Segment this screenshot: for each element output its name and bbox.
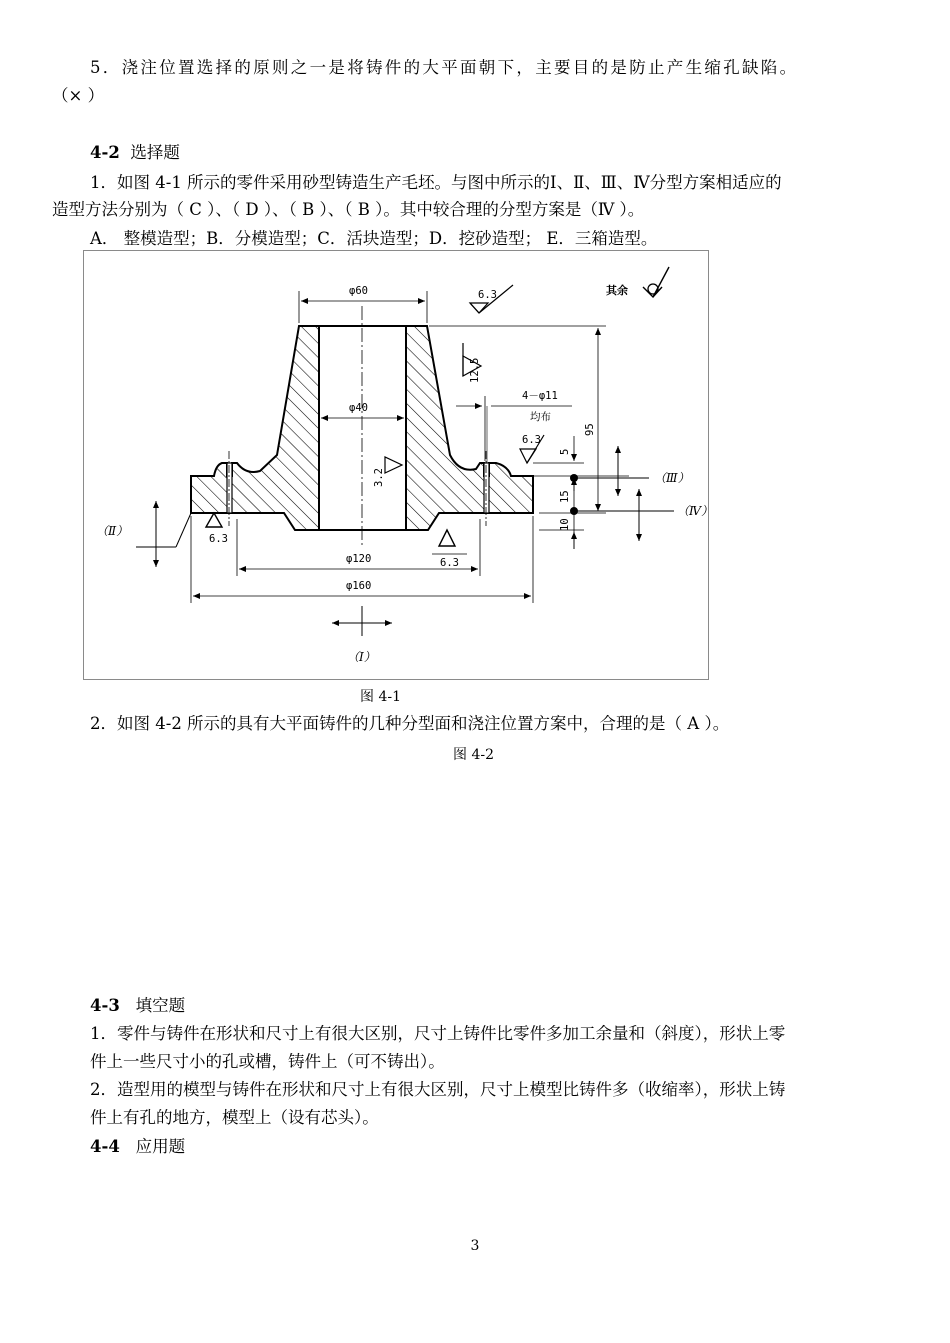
section-number: 4-2 xyxy=(90,143,120,162)
figure-4-1-caption: 图 4-1 xyxy=(360,689,401,705)
section-4-4-heading xyxy=(90,1135,950,1159)
section-title: 应用题 xyxy=(135,1137,186,1156)
page-number: 3 xyxy=(470,1238,480,1254)
svg-text:12.5: 12.5 xyxy=(469,357,481,383)
parting-label-II: （Ⅱ） xyxy=(96,524,129,538)
fill-question-1-line-1: 1．零件与铸件在形状和尺寸上有很大区别，尺寸上铸件比零件多加工余量和（斜度），形状上零 xyxy=(90,1024,786,1043)
holes-spec: 4－φ11 xyxy=(522,390,558,402)
choice-question-1-options: A． 整模造型；B．分模造型；C．活块造型；D．挖砂造型； E．三箱造型。 xyxy=(90,229,658,248)
dim-10: 10 xyxy=(559,518,571,531)
dim-phi160: φ160 xyxy=(346,580,372,592)
roughness-6-3-bottom-left xyxy=(206,513,228,545)
choice-question-1-line-2: 造型方法分别为（ C ）、（ D ）、（ B ）、（ B ）。其中较合理的分型方案是（Ⅳ ）。 xyxy=(52,200,645,219)
roughness-other-note xyxy=(606,267,669,297)
section-4-2-heading xyxy=(90,141,950,165)
dim-95: 95 xyxy=(584,423,596,436)
svg-text:6.3: 6.3 xyxy=(478,289,497,301)
svg-text:6.3: 6.3 xyxy=(440,557,459,569)
roughness-12-5 xyxy=(463,343,481,383)
roughness-top-6-3 xyxy=(470,285,513,313)
dim-phi40: φ40 xyxy=(349,402,368,414)
svg-text:其余: 其余 xyxy=(606,284,628,297)
parting-label-IV: （Ⅳ） xyxy=(677,504,713,518)
svg-text:3.2: 3.2 xyxy=(373,468,385,487)
section-title: 选择题 xyxy=(130,143,180,162)
dim-phi120: φ120 xyxy=(346,553,372,565)
section-number: 4-4 xyxy=(90,1137,120,1156)
figure-4-1-drawing xyxy=(83,250,713,680)
choice-question-1-line-1: 1．如图 4-1 所示的零件采用砂型铸造生产毛坯。与图中所示的Ⅰ、Ⅱ、Ⅲ、Ⅳ分型方案相适应的 xyxy=(90,173,782,192)
choice-question-2: 2．如图 4-2 所示的具有大平面铸件的几种分型面和浇注位置方案中，合理的是（ A ）。 xyxy=(90,714,730,733)
parting-label-III: （Ⅲ） xyxy=(654,471,690,485)
svg-text:6.3: 6.3 xyxy=(522,434,541,446)
holes-uniform: 均布 xyxy=(530,411,551,423)
section-4-3-heading xyxy=(90,994,950,1018)
question-5-line-1: 5．浇注位置选择的原则之一是将铸件的大平面朝下，主要目的是防止产生缩孔缺陷。 xyxy=(90,58,799,77)
casting-section-right xyxy=(406,326,533,530)
parting-label-I: （Ⅰ） xyxy=(347,650,376,664)
question-5-answer: （× ） xyxy=(52,86,105,105)
roughness-6-3-hole xyxy=(520,434,544,463)
fill-question-1-line-2: 件上一些尺寸小的孔或槽，铸件上（可不铸出）。 xyxy=(90,1052,445,1071)
fill-question-2-line-2: 件上有孔的地方，模型上（设有芯头）。 xyxy=(90,1108,379,1127)
section-number: 4-3 xyxy=(90,996,120,1015)
svg-text:6.3: 6.3 xyxy=(209,533,228,545)
figure-4-2-caption: 图 4-2 xyxy=(453,747,494,763)
section-title: 填空题 xyxy=(135,996,186,1015)
dim-15: 15 xyxy=(559,490,571,503)
roughness-6-3-bottom-right xyxy=(432,530,467,569)
casting-section-left xyxy=(191,326,319,530)
roughness-3-2 xyxy=(373,457,402,487)
dim-5: 5 xyxy=(559,448,571,455)
dim-phi60: φ60 xyxy=(349,285,368,297)
fill-question-2-line-1: 2．造型用的模型与铸件在形状和尺寸上有很大区别，尺寸上模型比铸件多（收缩率），形状上铸 xyxy=(90,1080,786,1099)
